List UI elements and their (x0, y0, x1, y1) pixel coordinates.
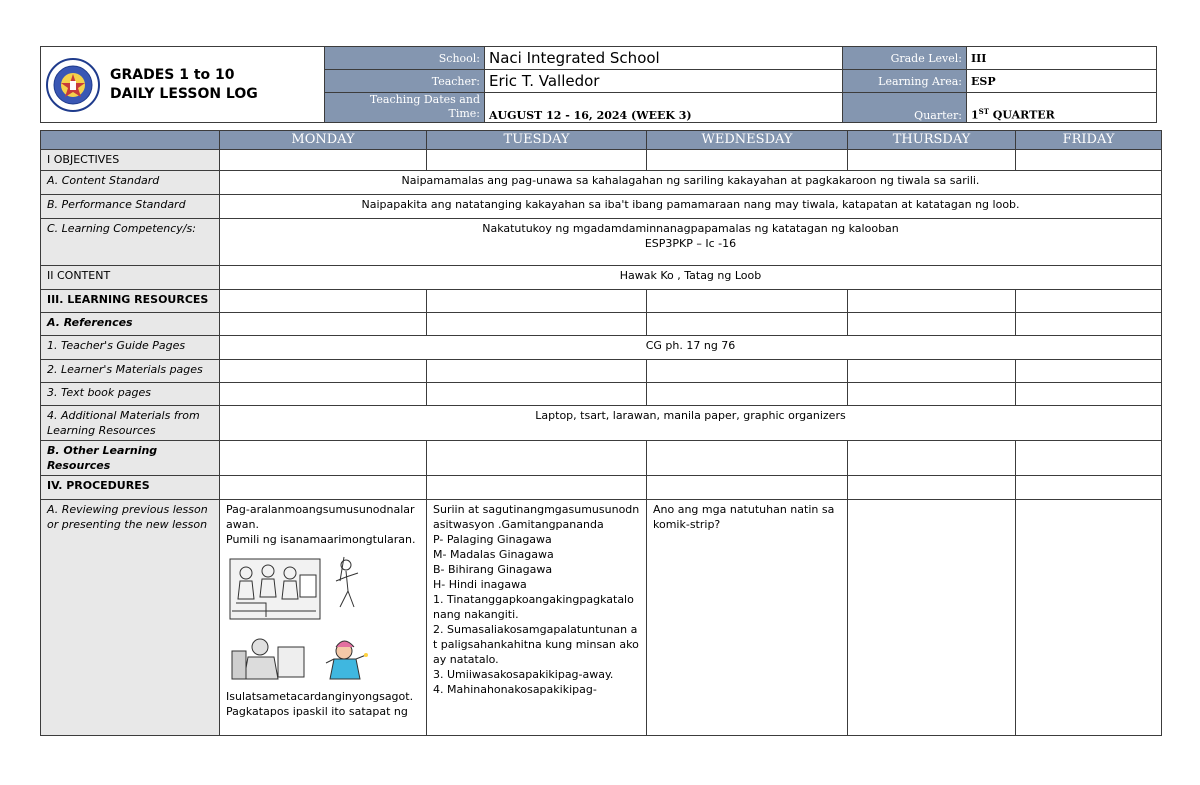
table-row (41, 219, 1162, 266)
list-item: 1. Tinatanggapkoangakingpagkatalonang nakangiti. (433, 593, 634, 621)
objectives-label: I OBJECTIVES (41, 150, 220, 171)
other-resources-label: B. Other Learning Resources (41, 441, 220, 476)
review-label: A. Reviewing previous lesson or presenting the new lesson (41, 500, 220, 736)
tuesday-review (427, 500, 647, 736)
content: Hawak Ko , Tatag ng Loob (220, 266, 1162, 290)
list-item: 2. Sumasaliakosamgapalatuntunan at paligsahankahitna kung minsan ako ay natatalo. (433, 623, 639, 666)
competency: Nakatutukoy ng mgadamdaminnanagpapamalas ng katatagan ng kalooban ESP3PKP – Ic -16 (220, 219, 1162, 266)
day-monday: MONDAY (220, 131, 427, 150)
content-label: II CONTENT (41, 266, 220, 290)
grade-label: Grade Level: (843, 47, 967, 70)
thursday-review (848, 500, 1016, 736)
list-item: H- Hindi inagawa (433, 578, 527, 591)
list-item: B- Bihirang Ginagawa (433, 563, 553, 576)
list-item: 3. Umiiwasakosapakikipag-away. (433, 668, 614, 681)
table-row (41, 500, 1162, 736)
table-row (41, 336, 1162, 360)
textbook-label: 3. Text book pages (41, 383, 220, 406)
day-friday: FRIDAY (1016, 131, 1162, 150)
day-thursday: THURSDAY (848, 131, 1016, 150)
table-row (41, 150, 1162, 171)
procedures-label: IV. PROCEDURES (41, 476, 220, 500)
dates-label: Teaching Dates and Time: (325, 93, 485, 123)
school-label: School: (325, 47, 485, 70)
header-title-cell (41, 47, 325, 123)
school-value: Naci Integrated School (485, 47, 843, 70)
content-standard: Naipamamalas ang pag-unawa sa kahalagahan ng sariling kakayahan at pagkakaroon ng tiwala sa sarili. (220, 171, 1162, 195)
table-row (41, 360, 1162, 383)
additional-materials: Laptop, tsart, larawan, manila paper, graphic organizers (220, 406, 1162, 441)
area-value: ESP (967, 70, 1157, 93)
table-row (41, 476, 1162, 500)
references-label: A. References (41, 313, 220, 336)
grade-value: III (967, 47, 1157, 70)
corner-cell (41, 131, 220, 150)
table-row (41, 313, 1162, 336)
teachers-guide: CG ph. 17 ng 76 (220, 336, 1162, 360)
list-item: P- Palaging Ginagawa (433, 533, 552, 546)
table-row (41, 406, 1162, 441)
deped-seal-icon (46, 58, 100, 112)
content-standard-label: A. Content Standard (41, 171, 220, 195)
resources-label: III. LEARNING RESOURCES (41, 290, 220, 313)
table-row (41, 266, 1162, 290)
page-title: GRADES 1 to 10 DAILY LESSON LOG (110, 66, 258, 102)
dates-value: AUGUST 12 - 16, 2024 (WEEK 3) (485, 93, 843, 123)
table-row (41, 195, 1162, 219)
area-label: Learning Area: (843, 70, 967, 93)
teacher-value: Eric T. Valledor (485, 70, 843, 93)
learners-materials-label: 2. Learner's Materials pages (41, 360, 220, 383)
teacher-label: Teacher: (325, 70, 485, 93)
list-item: Suriin at sagutinangmgasumusunodnasitwasyon .Gamitangpananda (433, 503, 640, 531)
table-row (41, 290, 1162, 313)
list-item: 4. Mahinahonakosapakikipag- (433, 683, 597, 696)
list-item: M- Madalas Ginagawa (433, 548, 554, 561)
table-row (41, 441, 1162, 476)
lesson-log-table (40, 130, 1162, 736)
friday-review (1016, 500, 1162, 736)
teachers-guide-label: 1. Teacher's Guide Pages (41, 336, 220, 360)
performance-standard-label: B. Performance Standard (41, 195, 220, 219)
monday-review: Pag-aralanmoangsumusunodnalarawan. Pumili ng isanamaarimongtularan. Isulatsametacardanginyongsagot. Pagkatapos ipaskil ito satapat ng (220, 500, 427, 736)
day-tuesday: TUESDAY (427, 131, 647, 150)
day-wednesday: WEDNESDAY (647, 131, 848, 150)
table-row (41, 171, 1162, 195)
classroom-sketch-image (226, 551, 386, 689)
additional-materials-label: 4. Additional Materials from Learning Resources (41, 406, 220, 441)
competency-label: C. Learning Competency/s: (41, 219, 220, 266)
quarter-label: Quarter: (843, 93, 967, 123)
header-table (40, 46, 1157, 123)
day-header-row (41, 131, 1162, 150)
table-row (41, 383, 1162, 406)
wednesday-review: Ano ang mga natutuhan natin sa komik-strip? (647, 500, 848, 736)
quarter-value: 1ST QUARTER (967, 93, 1157, 123)
performance-standard: Naipapakita ang natatanging kakayahan sa iba't ibang pamamaraan nang may tiwala, katapatan at katatagan ng loob. (220, 195, 1162, 219)
